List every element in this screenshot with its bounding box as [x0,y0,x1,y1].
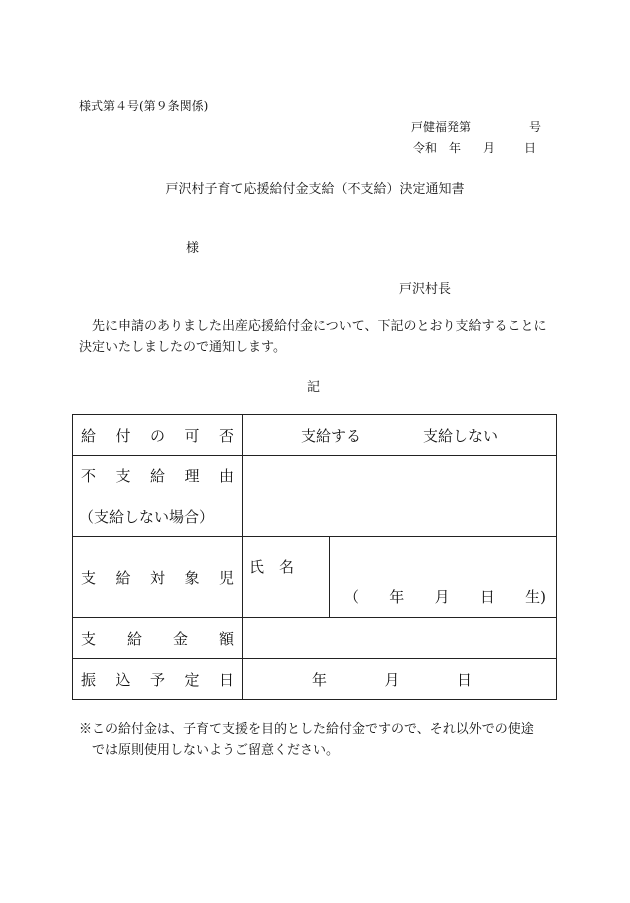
label-char: 対 [149,568,165,587]
transfer-day: 日 [456,670,472,689]
table-row [73,659,557,700]
birth-close: 生) [525,588,546,606]
table-row [73,415,557,456]
label-char: 込 [115,670,131,689]
payment-amount-label-cell [73,618,243,659]
label-char: 給 [126,629,142,648]
transfer-year: 年 [312,670,328,689]
label-char: 象 [184,568,200,587]
nonpayment-reason-sublabel: （支給しない場合） [79,508,215,526]
usage-note [79,719,559,761]
ki-mark: 記 [307,380,321,395]
child-name-label: 氏 名 [249,557,295,576]
label-char: 支 [81,568,97,587]
transfer-date-value[interactable] [243,659,557,700]
issuer-name: 戸沢村長 [399,282,452,297]
nonpayment-reason-label [81,465,242,486]
eligibility-options-cell [243,415,557,456]
eligibility-label-cell [73,415,243,456]
label-char: 児 [218,568,234,587]
birth-open-paren: （ [344,588,360,606]
notice-body: 先に申請のありました出産応援給付金について、下記のとおり支給することに決定いたしましたので通知します。 [79,319,547,355]
birth-day: 日 [479,588,495,606]
label-char: 可 [184,426,200,445]
child-info-cell[interactable] [330,537,557,618]
label-char: 付 [115,426,131,445]
payment-amount-value[interactable] [243,618,557,659]
label-char: 支 [81,629,97,648]
target-child-label-cell [73,537,243,618]
label-char: 不 [81,467,97,485]
birth-month: 月 [434,588,450,606]
label-char: 由 [218,467,234,485]
label-char: の [149,426,165,445]
label-char: 給 [81,426,97,445]
label-char: 予 [149,670,165,689]
label-char: 給 [115,568,131,587]
nonpayment-reason-label-cell [73,456,243,537]
issue-date [413,139,536,156]
label-char: 日 [218,670,234,689]
label-char: 金 [172,629,188,648]
payment-amount-label [81,628,242,649]
recipient-honorific: 様 [186,241,200,256]
label-char: 否 [218,426,234,445]
label-char: 額 [218,629,234,648]
date-month: 月 [483,141,496,155]
child-name-label-cell [243,537,330,618]
birth-year: 年 [389,588,405,606]
document-number-suffix: 号 [529,120,542,134]
target-child-label [81,567,242,588]
transfer-date-label [81,669,242,690]
label-char: 定 [184,670,200,689]
transfer-date-label-cell [73,659,243,700]
date-era: 令和 [413,141,438,155]
label-char: 理 [184,467,200,485]
option-no-pay[interactable]: 支給しない [423,426,499,445]
document-number [411,118,541,135]
label-char: 支 [115,467,131,485]
date-day: 日 [524,141,537,155]
eligibility-label [81,425,242,446]
table-row [73,537,557,618]
nonpayment-reason-value[interactable] [243,456,557,537]
decision-table [72,414,557,700]
usage-note-line2: では原則使用しないようご留意ください。 [92,743,340,758]
label-char: 給 [149,467,165,485]
usage-note-line1: ※この給付金は、子育て支援を目的とした給付金ですので、それ以外での使途 [79,722,534,737]
child-birthdate [330,586,556,607]
transfer-month: 月 [384,670,400,689]
document-title: 戸沢村子育て応援給付金支給（不支給）決定通知書 [165,182,465,197]
label-char: 振 [81,670,97,689]
date-year: 年 [449,141,462,155]
table-row [73,456,557,537]
document-number-prefix: 戸健福発第 [411,120,472,134]
table-row [73,618,557,659]
option-pay[interactable]: 支給する [300,426,361,445]
form-number-label: 様式第４号(第９条関係) [79,99,209,113]
